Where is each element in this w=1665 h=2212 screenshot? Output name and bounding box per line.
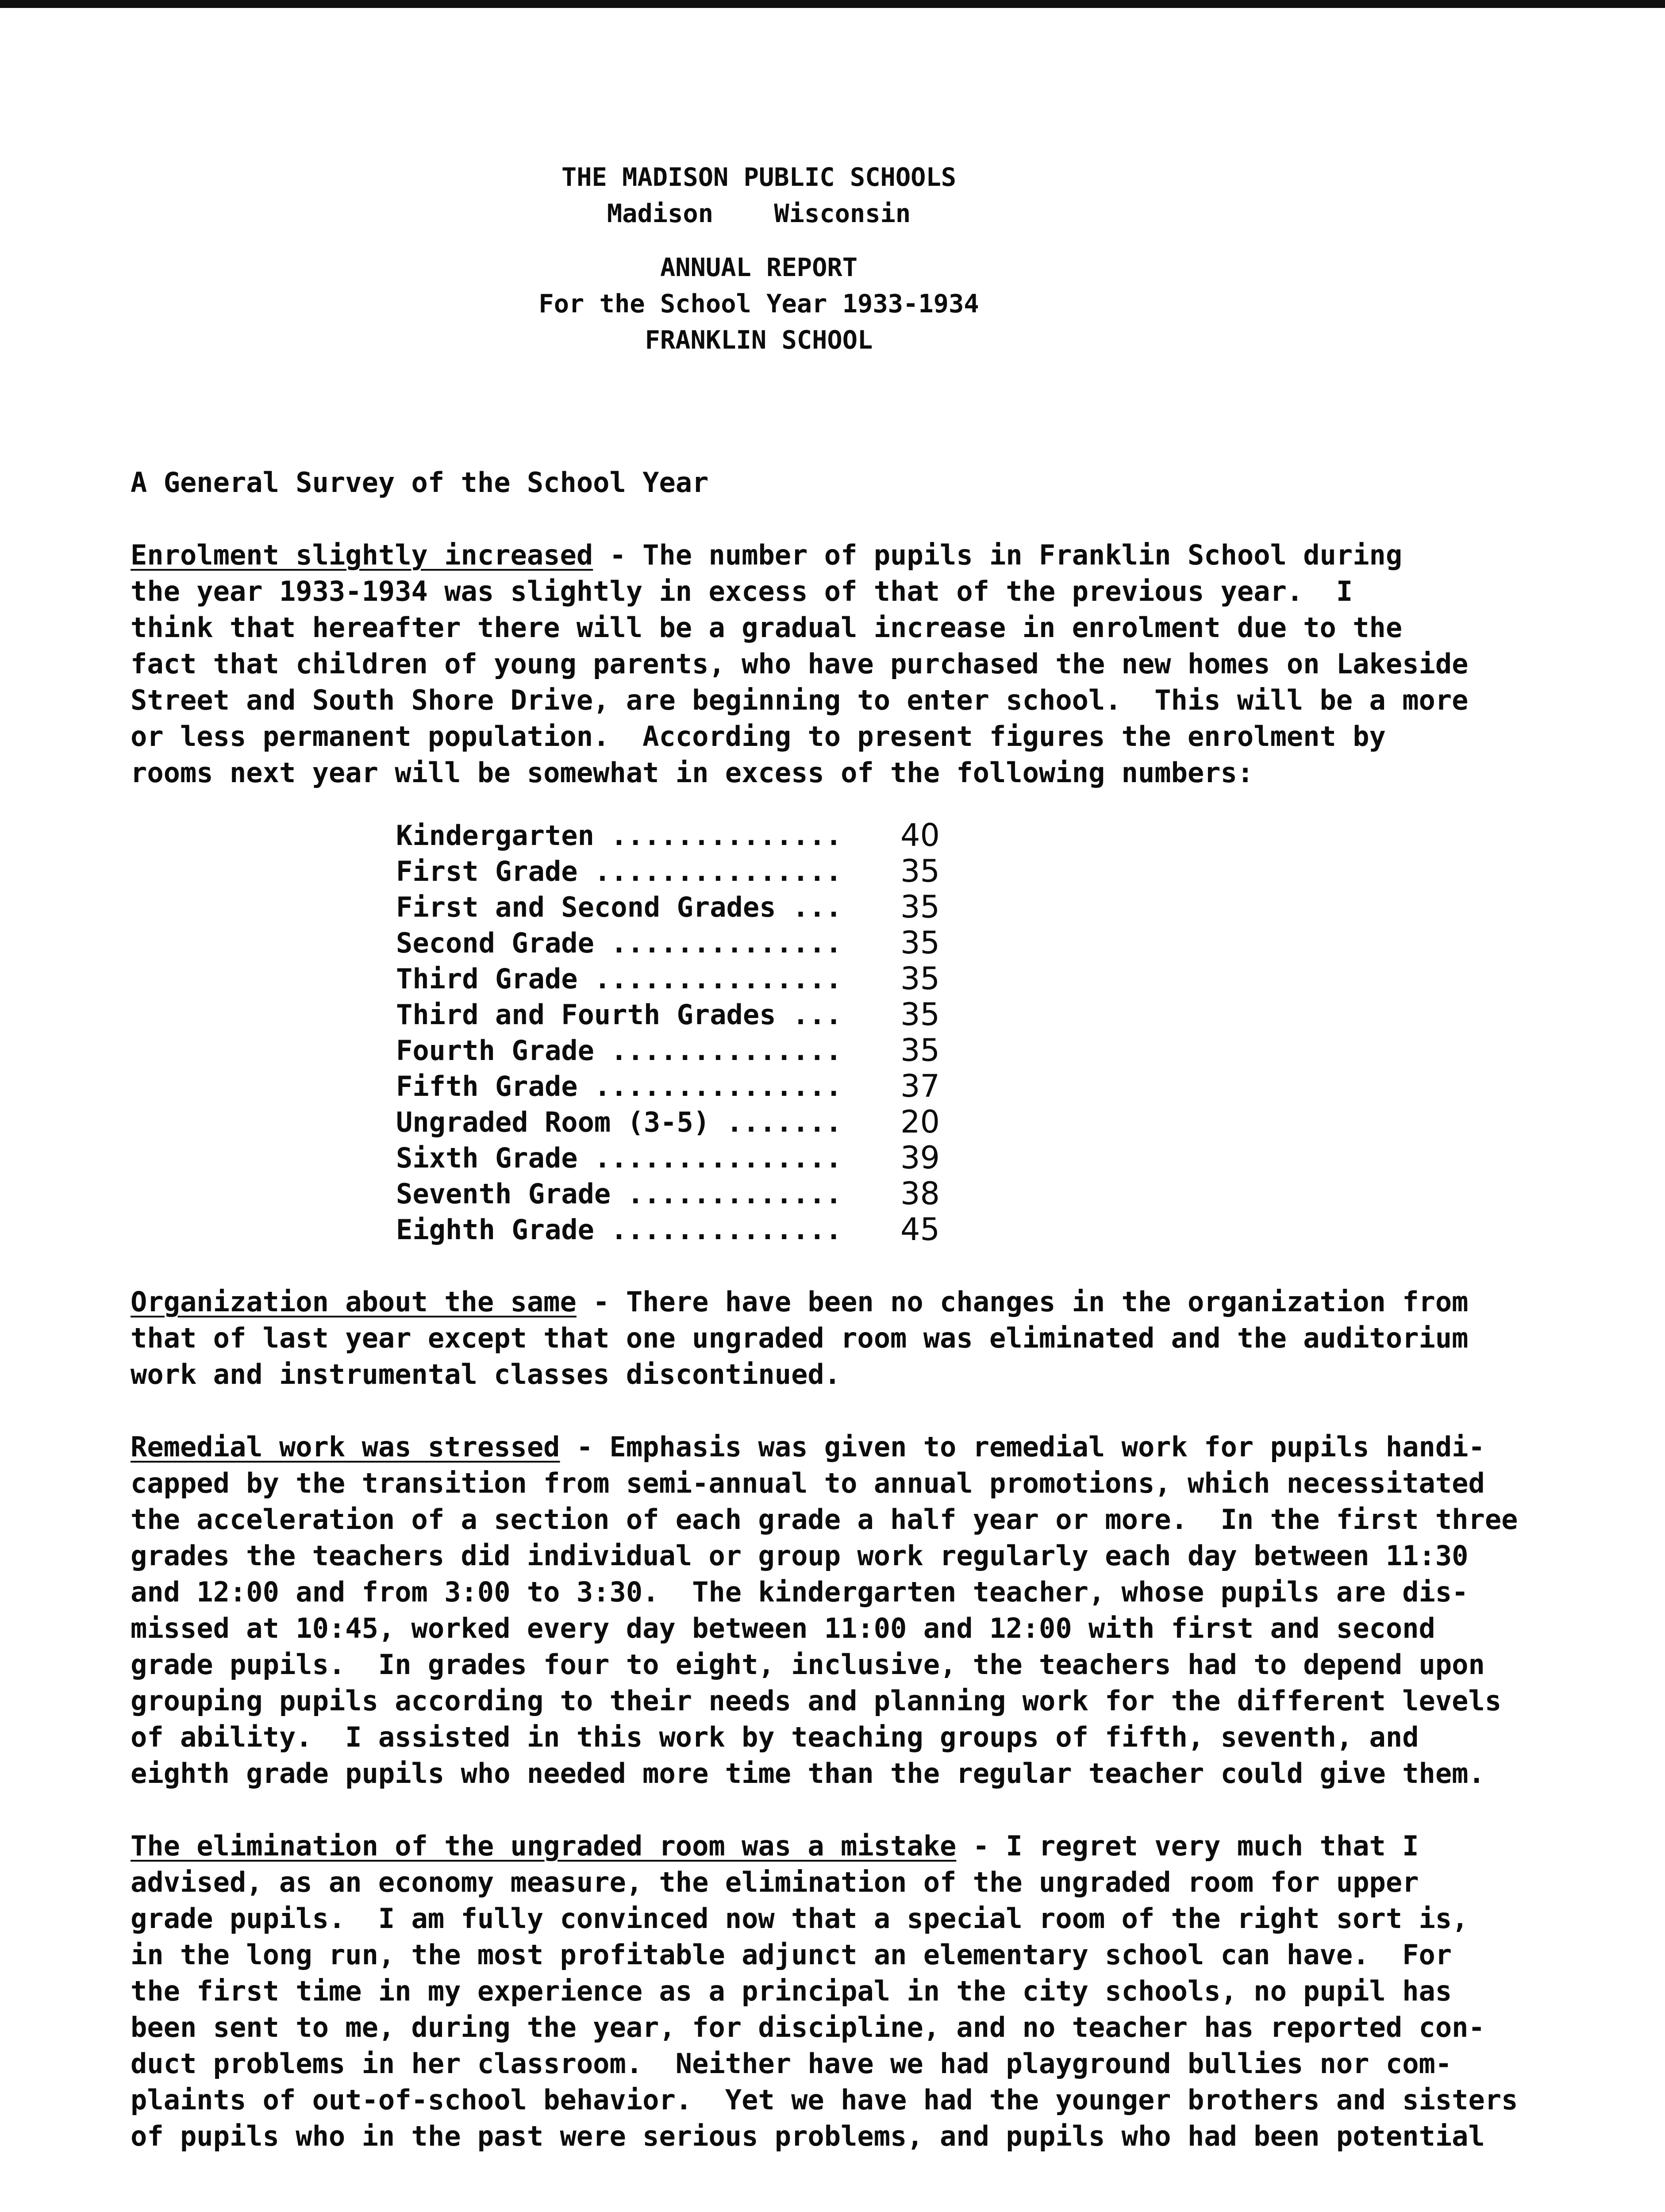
paragraph-line: work and instrumental classes discontinued. [131,1358,841,1390]
organization-paragraph [131,1284,1617,1393]
paragraph-line: grade pupils. In grades four to eight, inclusive, the teachers had to depend upon [131,1648,1485,1681]
enrolment-paragraph [131,537,1617,1248]
row-value: 35 [900,1032,940,1068]
paragraph-line: been sent to me, during the year, for discipline, and no teacher has reported con- [131,2011,1485,2043]
row-label: Ungraded Room (3-5) ....... [396,1106,842,1138]
row-label: Third and Fourth Grades ... [396,998,842,1031]
paragraph-line: grade pupils. I am fully convinced now that a special room of the right sort is, [131,1902,1469,1935]
table-row [396,1140,1617,1176]
row-value: 35 [900,853,940,889]
elimination-paragraph [131,1828,1617,2154]
paragraph-line: the acceleration of a section of each grade a half year or more. In the first three [131,1503,1518,1536]
city: Madison [607,199,714,228]
paragraph-heading: Organization about the same [131,1286,577,1318]
paragraph-heading: Enrolment slightly increased [131,539,593,571]
school-name: FRANKLIN SCHOOL [645,326,873,355]
paragraph-line: or less permanent population. According to present figures the enrolment by [131,720,1386,753]
paragraph-line: and 12:00 and from 3:00 to 3:30. The kindergarten teacher, whose pupils are dis- [131,1576,1469,1608]
table-row [396,853,1617,889]
paragraph-line: missed at 10:45, worked every day between 11:00 and 12:00 with first and second [131,1612,1435,1644]
paragraph-line: capped by the transition from semi-annual to annual promotions, which necessitated [131,1467,1485,1499]
row-label: Fifth Grade ............... [396,1070,842,1102]
paragraph-line: of pupils who in the past were serious problems, and pupils who had been potential [131,2120,1485,2152]
row-label: First and Second Grades ... [396,891,842,923]
scan-top-border [0,0,1665,8]
paragraph-line: that of last year except that one ungraded room was eliminated and the auditorium [131,1322,1469,1354]
paragraph-line: the year 1933-1934 was slightly in excess of that of the previous year. I [131,575,1353,607]
table-row [396,1176,1617,1212]
row-label: Sixth Grade ............... [396,1142,842,1174]
letterhead [131,159,1387,232]
table-row [396,997,1617,1033]
table-row [396,1033,1617,1068]
enrolment-table [396,818,1617,1248]
paragraph-line: rooms next year will be somewhat in excess of the following numbers: [131,757,1254,789]
paragraph-line: plaints of out-of-school behavior. Yet we have had the younger brothers and sisters [131,2084,1518,2116]
paragraph-line: think that hereafter there will be a gradual increase in enrolment due to the [131,611,1403,644]
table-row [396,1212,1617,1248]
table-row [396,818,1617,853]
row-label: Third Grade ............... [396,963,842,995]
row-value: 38 [900,1175,940,1212]
location [131,196,1387,232]
row-value: 39 [900,1140,940,1176]
paragraph-line: of ability. I assisted in this work by teaching groups of fifth, seventh, and [131,1721,1419,1753]
row-label: Seventh Grade ............. [396,1178,842,1210]
report-title-block [131,250,1387,358]
school-year: For the School Year 1933-1934 [538,289,979,319]
row-label: Fourth Grade .............. [396,1034,842,1067]
report-title: ANNUAL REPORT [660,253,858,282]
row-label: First Grade ............... [396,855,842,887]
table-row [396,1068,1617,1104]
org-name: THE MADISON PUBLIC SCHOOLS [561,163,957,192]
row-label: Kindergarten .............. [396,819,842,852]
row-label: Eighth Grade .............. [396,1214,842,1246]
remedial-paragraph [131,1429,1617,1792]
paragraph-line: Remedial work was stressed - Emphasis was given to remedial work for pupils handi- [131,1431,1485,1463]
paragraph-line: Street and South Shore Drive, are beginning to enter school. This will be a more [131,684,1469,716]
paragraph-heading: The elimination of the ungraded room was a mistake [131,1830,957,1862]
row-value: 40 [900,817,940,853]
paragraph-line: grouping pupils according to their needs and planning work for the different levels [131,1685,1502,1717]
paragraph-line: advised, as an economy measure, the elimination of the ungraded room for upper [131,1866,1419,1898]
paragraph-line: in the long run, the most profitable adjunct an elementary school can have. For [131,1939,1452,1971]
table-row [396,961,1617,997]
row-value: 35 [900,925,940,961]
paragraph-line: eighth grade pupils who needed more time than the regular teacher could give them. [131,1757,1485,1790]
row-value: 20 [900,1104,940,1140]
row-value: 35 [900,960,940,997]
row-value: 35 [900,996,940,1033]
document-page [131,159,1617,2191]
paragraph-line: fact that children of young parents, who have purchased the new homes on Lakeside [131,648,1469,680]
paragraph-line: Enrolment slightly increased - The number of pupils in Franklin School during [131,539,1403,571]
row-label: Second Grade .............. [396,927,842,959]
row-value: 35 [900,889,940,925]
table-row [396,889,1617,925]
row-value: 37 [900,1068,940,1104]
state: Wisconsin [774,199,911,228]
paragraph-heading: Remedial work was stressed [131,1431,560,1463]
table-row [396,925,1617,961]
paragraph-line: grades the teachers did individual or group work regularly each day between 11:30 [131,1540,1469,1572]
section-title: A General Survey of the School Year [131,466,709,499]
paragraph-line: The elimination of the ungraded room was a mistake - I regret very much that I [131,1830,1419,1862]
paragraph-line: duct problems in her classroom. Neither have we had playground bullies nor com- [131,2047,1452,2080]
table-row [396,1104,1617,1140]
paragraph-line: the first time in my experience as a principal in the city schools, no pupil has [131,1975,1452,2007]
paragraph-line: Organization about the same - There have been no changes in the organization from [131,1286,1469,1318]
row-value: 45 [900,1211,940,1248]
